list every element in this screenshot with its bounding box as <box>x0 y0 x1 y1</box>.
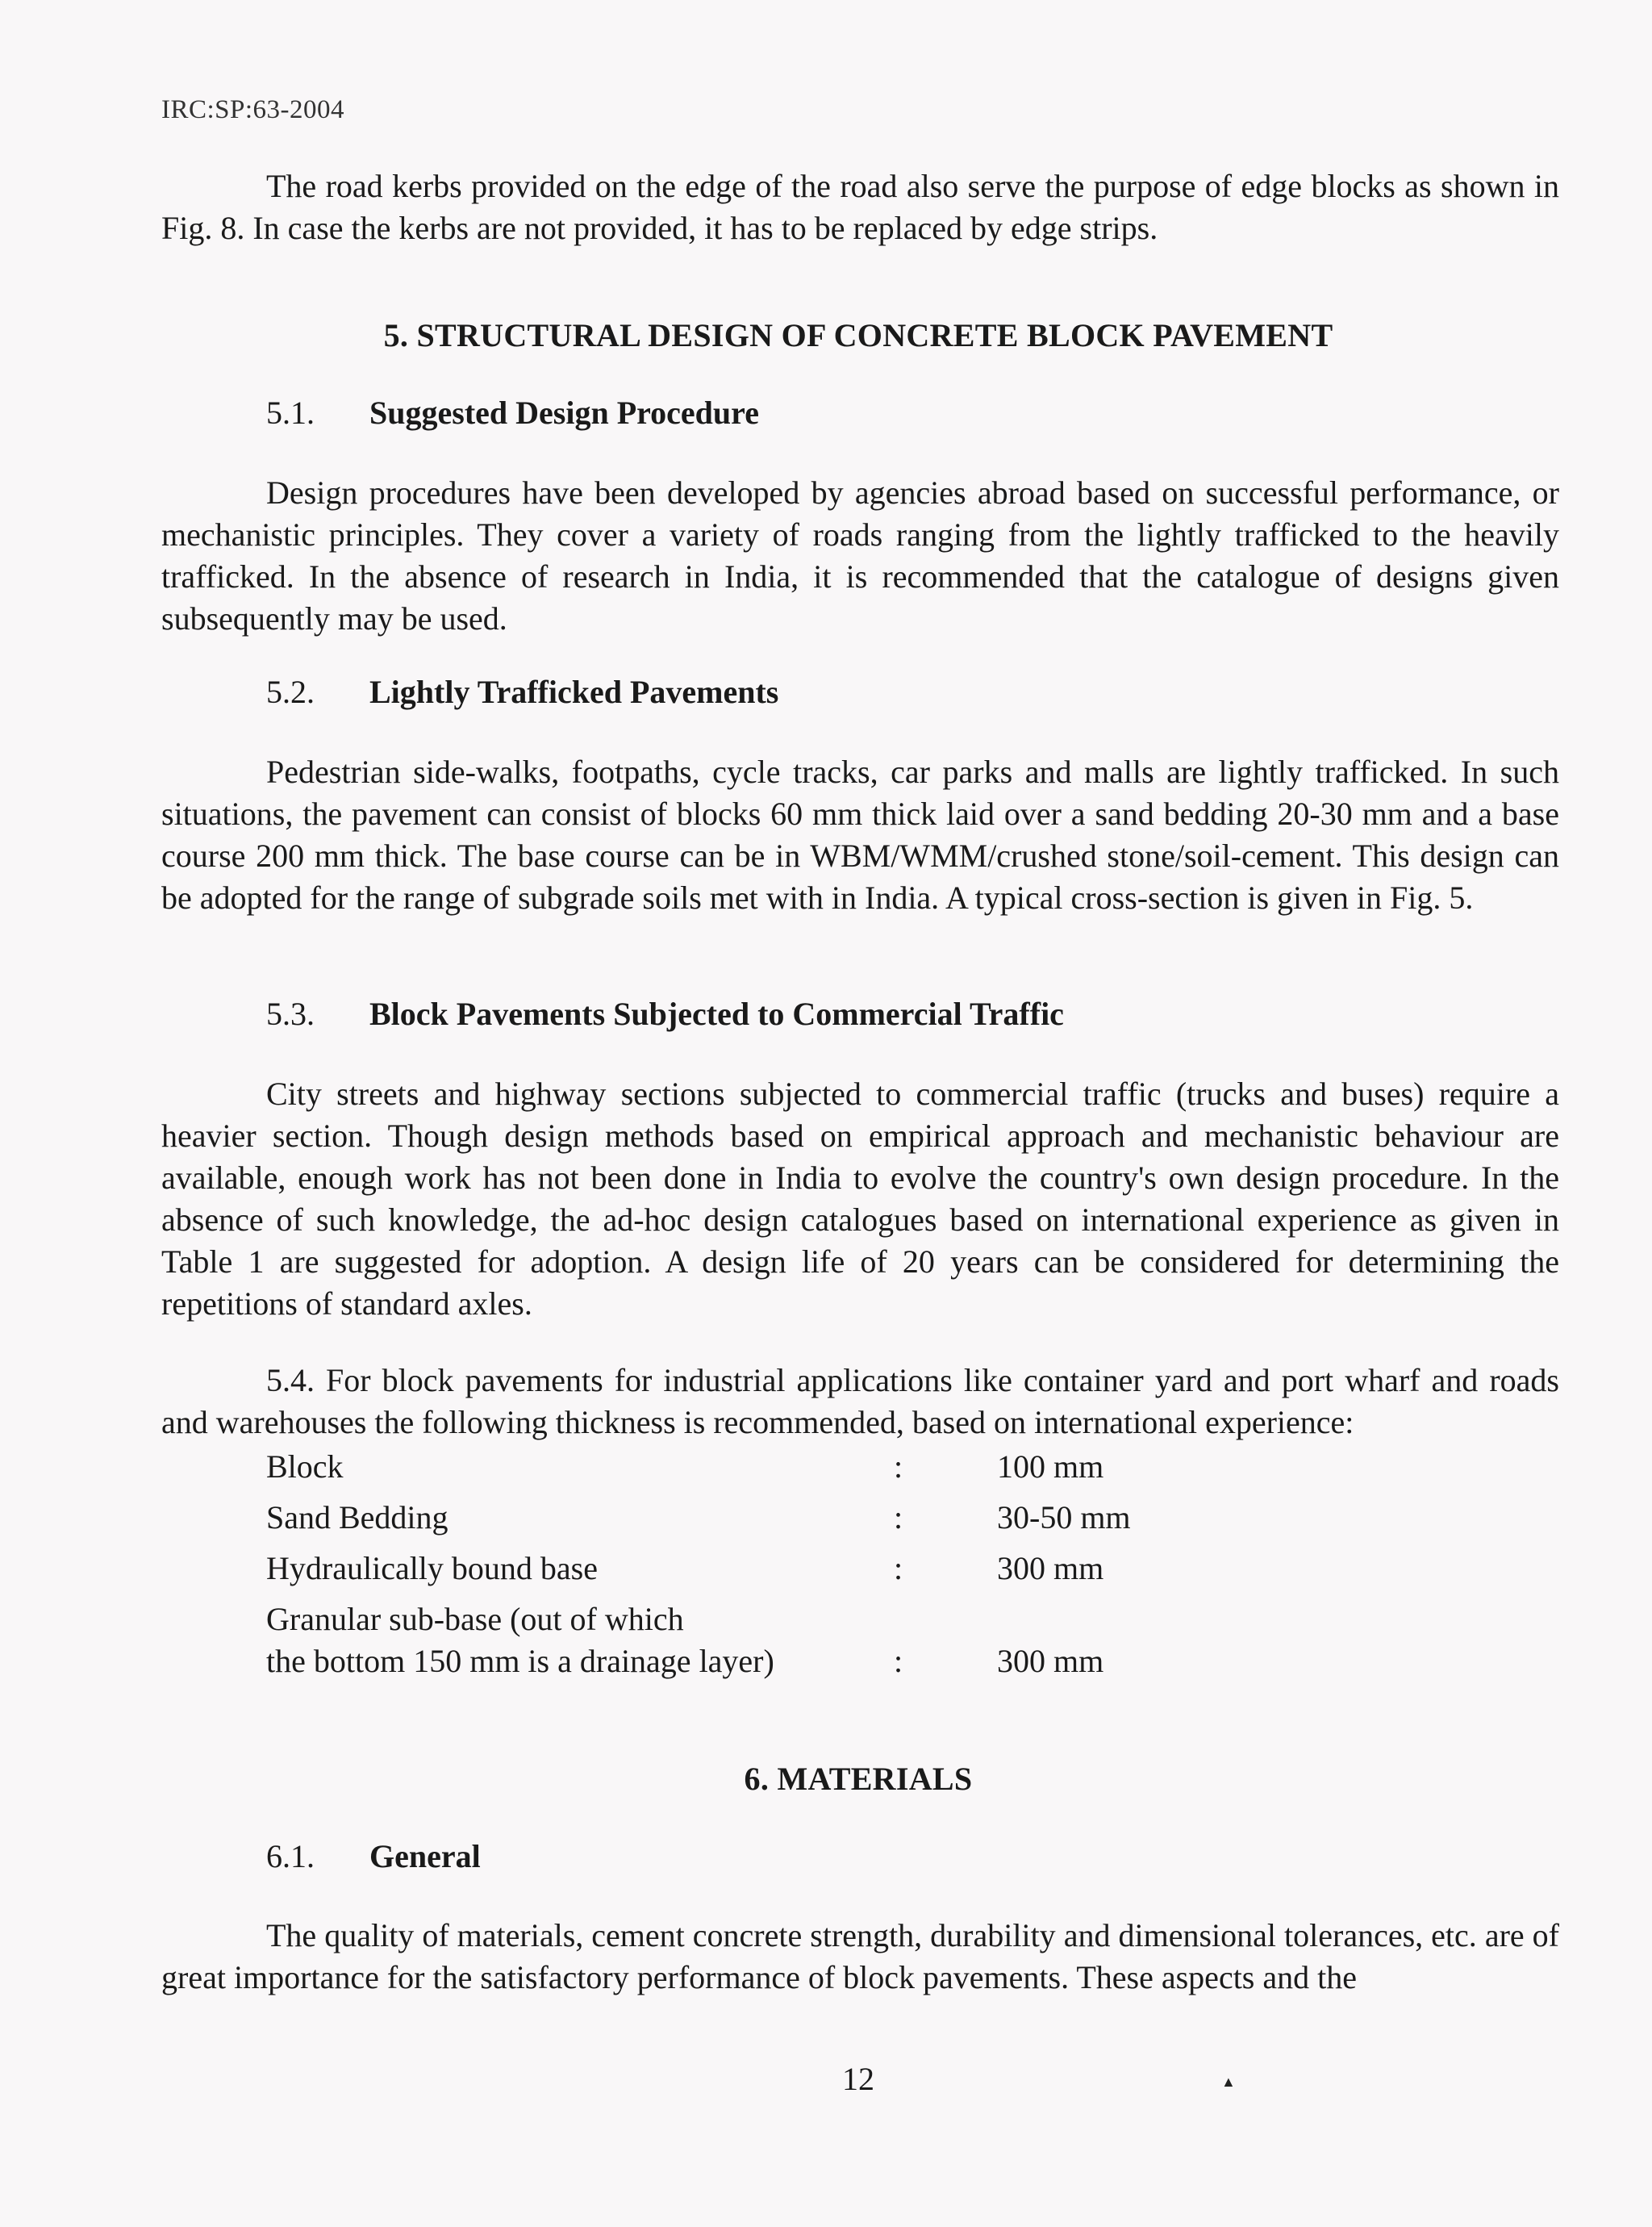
subsection-5-2-text: Pedestrian side-walks, footpaths, cycle tracks, car parks and malls are lightly trafficked. In such situations, the pavement can consist of blocks 60 mm thick laid over a sand bedding 20-30 mm and a base course 200 mm thick. The base course can be in WBM/WMM/crushed stone/soil-cement. This design can be adopted for the range of subgrade soils met with in India. A typical cross-section is given in Fig. 5. <box>161 754 1559 916</box>
thickness-table <box>266 1446 1239 1682</box>
subsection-5-4-text: 5.4. For block pavements for industrial applications like container yard and port wharf and roads and warehouses the following thickness is recommended, based on international experience: <box>161 1362 1559 1440</box>
subsection-5-3-heading <box>266 995 1064 1033</box>
layer-label: Block <box>266 1448 344 1485</box>
subsection-5-1-text: Design procedures have been developed by agencies abroad based on successful performance, or mechanistic principles. They cover a variety of roads ranging from the lightly trafficked to the heavily trafficked. In the absence of research in India, it is recommended that the catalogue of designs given subsequently may be used. <box>161 474 1559 637</box>
layer-label-line-1: Granular sub-base (out of which <box>266 1601 684 1637</box>
thickness-value: 30-50 mm <box>997 1499 1131 1536</box>
table-row <box>266 1497 1239 1548</box>
table-row <box>266 1598 1239 1682</box>
table-row <box>266 1548 1239 1598</box>
subsection-title: Block Pavements Subjected to Commercial Traffic <box>369 996 1064 1032</box>
section-6-heading: 6. MATERIALS <box>744 1761 973 1797</box>
layer-label: Hydraulically bound base <box>266 1550 598 1586</box>
subsection-title: Lightly Trafficked Pavements <box>369 674 779 710</box>
subsection-5-2-heading <box>266 673 778 711</box>
running-head: IRC:SP:63-2004 <box>161 95 345 124</box>
separator: : <box>894 1499 903 1536</box>
separator: : <box>894 1643 903 1679</box>
subsection-number: 5.1. <box>266 395 315 431</box>
intro-paragraph: The road kerbs provided on the edge of the road also serve the purpose of edge blocks as shown in Fig. 8. In case the kerbs are not provided, it has to be replaced by edge strips. <box>161 168 1559 246</box>
thickness-value: 300 mm <box>997 1643 1104 1679</box>
subsection-6-1-heading <box>266 1837 481 1875</box>
thickness-value: 100 mm <box>997 1448 1104 1485</box>
subsection-number: 5.3. <box>266 996 315 1032</box>
subsection-5-3-text: City streets and highway sections subjected to commercial traffic (trucks and buses) require a heavier section. Though design methods based on empirical approach and mechanistic behaviour are available, enough work has not been done in India to evolve the country's own design procedure. In the absence of such knowledge, the ad-hoc design catalogues based on international experience as given in Table 1 are suggested for adoption. A design life of 20 years can be considered for determining the repetitions of standard axles. <box>161 1076 1559 1322</box>
thickness-value: 300 mm <box>997 1550 1104 1586</box>
subsection-number: 5.2. <box>266 674 315 710</box>
triangle-mark-icon: ▲ <box>1221 2074 1236 2090</box>
subsection-title: Suggested Design Procedure <box>369 395 759 431</box>
layer-label: Sand Bedding <box>266 1499 448 1536</box>
subsection-6-1-text: The quality of materials, cement concrete strength, durability and dimensional tolerances, etc. are of great importance for the satisfactory performance of block pavements. These aspects and the <box>161 1917 1559 1995</box>
separator: : <box>894 1550 903 1586</box>
layer-label <box>266 1598 894 1682</box>
subsection-number: 6.1. <box>266 1838 315 1874</box>
section-5-heading: 5. STRUCTURAL DESIGN OF CONCRETE BLOCK PAVEMENT <box>383 317 1333 353</box>
layer-label-line-2: the bottom 150 mm is a drainage layer) <box>266 1643 774 1679</box>
page-number: 12 <box>842 2061 874 2097</box>
subsection-title: General <box>369 1838 481 1874</box>
separator: : <box>894 1448 903 1485</box>
table-row <box>266 1446 1239 1497</box>
subsection-5-1-heading <box>266 394 759 432</box>
